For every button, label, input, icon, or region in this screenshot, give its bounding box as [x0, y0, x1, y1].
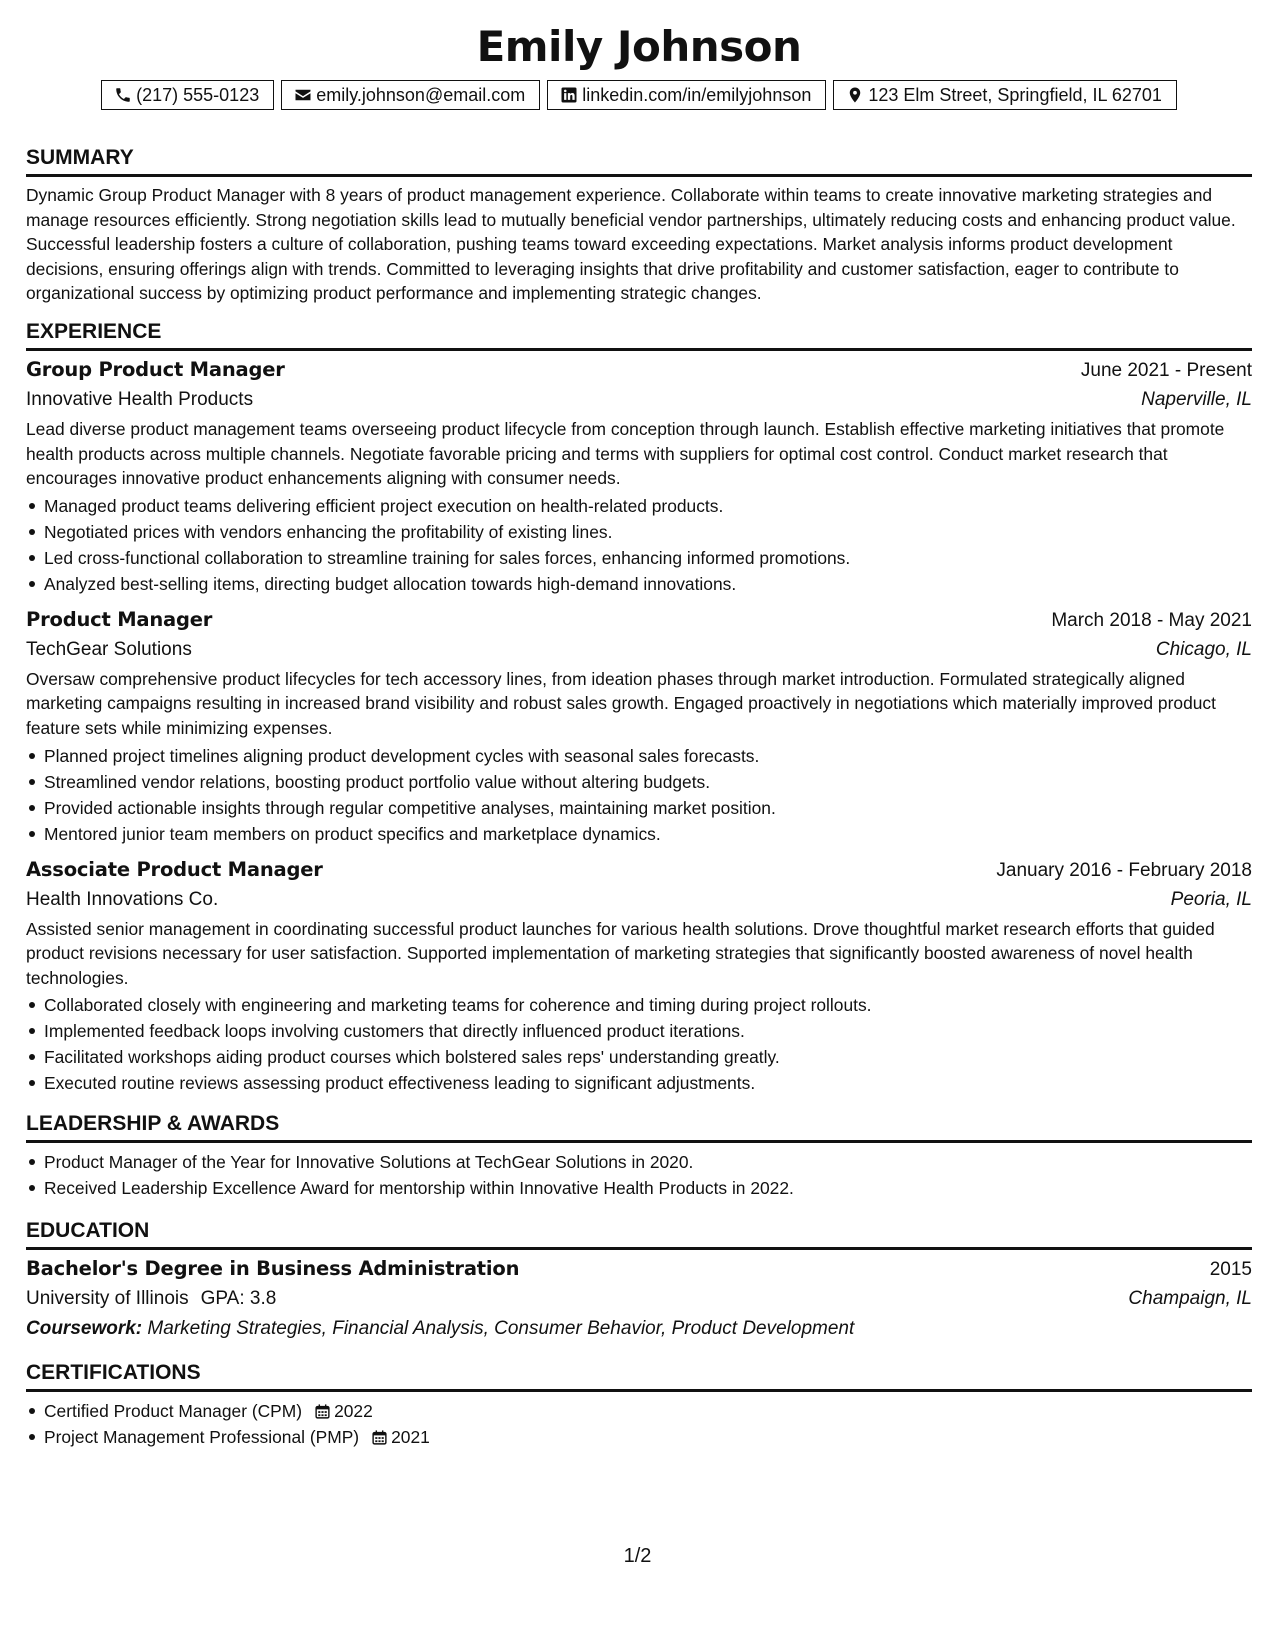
- list-item: [26, 1424, 1252, 1450]
- job-bullets: [26, 493, 1252, 597]
- list-item: Managed product teams delivering efficient project execution on health-related products.: [26, 493, 1252, 519]
- phone-text: (217) 555-0123: [136, 85, 260, 105]
- job-entry: [26, 605, 1252, 847]
- certification-name: Project Management Professional (PMP): [44, 1427, 360, 1448]
- list-item: Collaborated closely with engineering and marketing teams for coherence and timing during project rollouts.: [26, 992, 1252, 1018]
- gpa: GPA: 3.8: [200, 1288, 277, 1310]
- job-title: Product Manager: [26, 607, 213, 631]
- list-item: Negotiated prices with vendors enhancing the profitability of existing lines.: [26, 519, 1252, 545]
- coursework: [26, 1314, 1252, 1343]
- school-line: [26, 1284, 276, 1314]
- graduation-year: 2015: [1209, 1259, 1252, 1281]
- job-location: Naperville, IL: [1141, 388, 1252, 410]
- list-item: Analyzed best-selling items, directing budget allocation towards high-demand innovations.: [26, 571, 1252, 597]
- company-name: TechGear Solutions: [26, 638, 192, 660]
- certifications-list: [26, 1398, 1252, 1450]
- map-pin-icon: [846, 86, 864, 104]
- job-location: Peoria, IL: [1170, 888, 1252, 910]
- list-item: Provided actionable insights through regular competitive analyses, maintaining market position.: [26, 795, 1252, 821]
- certification-year: 2021: [391, 1427, 430, 1448]
- summary-text: Dynamic Group Product Manager with 8 years of product management experience. Collaborate within teams to create innovative marketing strategies and manage resources efficiently. Strong negotiation skills lead to mutually beneficial vendor partnerships, ultimately reducing costs and enhancing product value. Successful leadership fosters a culture of collaboration, pushing teams toward exceeding expectations. Market analysis informs product development decisions, ensuring offerings align with trends. Committed to leveraging insights that drive profitability and customer satisfaction, eager to contribute to organizational success by optimizing product performance and implementing strategic changes.: [26, 185, 1236, 304]
- address-text: 123 Elm Street, Springfield, IL 62701: [868, 85, 1162, 105]
- list-item: Implemented feedback loops involving customers that directly influenced product iterations.: [26, 1018, 1252, 1044]
- list-item: [26, 1398, 1252, 1424]
- summary-section: [26, 144, 1252, 306]
- list-item: Facilitated workshops aiding product courses which bolstered sales reps' understanding greatly.: [26, 1044, 1252, 1070]
- company-name: Innovative Health Products: [26, 388, 254, 410]
- certifications-section: [26, 1359, 1252, 1450]
- contact-email[interactable]: [281, 80, 540, 110]
- job-location: Chicago, IL: [1155, 638, 1252, 660]
- resume-page: [26, 18, 1252, 1450]
- calendar-icon: [314, 1403, 331, 1420]
- company-name: Health Innovations Co.: [26, 888, 219, 910]
- list-item: Executed routine reviews assessing product effectiveness leading to significant adjustments.: [26, 1070, 1252, 1096]
- linkedin-icon: [560, 86, 578, 104]
- contact-linkedin[interactable]: [547, 80, 826, 110]
- list-item: Streamlined vendor relations, boosting product portfolio value without altering budgets.: [26, 769, 1252, 795]
- section-title: LEADERSHIP & AWARDS: [26, 1110, 1252, 1143]
- list-item: Mentored junior team members on product specifics and marketplace dynamics.: [26, 821, 1252, 847]
- job-description: Assisted senior management in coordinating successful product launches for various health solutions. Drove thoughtful market research efforts that guided product revisions necessary for user satisfaction. Supported implementation of marketing strategies that significantly boosted awareness of novel health technologies.: [26, 918, 1215, 988]
- phone-icon: [114, 86, 132, 104]
- coursework-label: Coursework:: [26, 1318, 143, 1340]
- job-entry: [26, 855, 1252, 1097]
- section-title: CERTIFICATIONS: [26, 1359, 1252, 1392]
- job-title: Group Product Manager: [26, 357, 285, 381]
- job-dates: January 2016 - February 2018: [996, 859, 1252, 881]
- job-entry: [26, 355, 1252, 597]
- degree-title: Bachelor's Degree in Business Administration: [26, 1257, 520, 1281]
- coursework-list: Marketing Strategies, Financial Analysis, Consumer Behavior, Product Development: [147, 1318, 855, 1340]
- list-item: Planned project timelines aligning product development cycles with seasonal sales forecasts.: [26, 743, 1252, 769]
- calendar-icon: [371, 1429, 388, 1446]
- job-bullets: [26, 743, 1252, 847]
- certification-name: Certified Product Manager (CPM): [44, 1401, 303, 1422]
- leadership-section: [26, 1110, 1252, 1201]
- job-title: Associate Product Manager: [26, 857, 323, 881]
- job-description: Oversaw comprehensive product lifecycles for tech accessory lines, from ideation phases through market introduction. Formulated strategically aligned marketing campaigns resulting in increased brand visibility and robust sales growth. Engaged proactively in negotiations which materially improved product feature sets while minimizing expenses.: [26, 668, 1216, 738]
- section-title: EXPERIENCE: [26, 318, 1252, 351]
- contact-phone[interactable]: [101, 80, 274, 110]
- email-text: emily.johnson@email.com: [316, 85, 526, 105]
- awards-list: [26, 1149, 1252, 1201]
- section-title: SUMMARY: [26, 144, 1252, 177]
- linkedin-text: linkedin.com/in/emilyjohnson: [582, 85, 812, 105]
- resume-name: Emily Johnson: [476, 22, 802, 71]
- job-description: Lead diverse product management teams overseeing product lifecycle from conception through launch. Establish effective marketing initiatives that promote health products across multiple channels. Negotiate favorable pricing and terms with suppliers for optimal cost control. Conduct market research that encourages innovative product enhancements aligning with consumer needs.: [26, 418, 1225, 489]
- job-bullets: [26, 992, 1252, 1096]
- school-name: University of Illinois: [26, 1288, 189, 1310]
- school-location: Champaign, IL: [1128, 1288, 1252, 1310]
- certification-year: 2022: [334, 1401, 373, 1422]
- job-dates: March 2018 - May 2021: [1051, 609, 1252, 631]
- list-item: Led cross-functional collaboration to streamline training for sales forces, enhancing informed promotions.: [26, 545, 1252, 571]
- experience-section: [26, 318, 1252, 1096]
- contact-bar: [26, 80, 1252, 110]
- section-title: EDUCATION: [26, 1217, 1252, 1250]
- list-item: Product Manager of the Year for Innovative Solutions at TechGear Solutions in 2020.: [26, 1149, 1252, 1175]
- education-section: [26, 1217, 1252, 1343]
- list-item: Received Leadership Excellence Award for mentorship within Innovative Health Products in 2022.: [26, 1175, 1252, 1201]
- envelope-icon: [294, 86, 312, 104]
- job-dates: June 2021 - Present: [1080, 359, 1252, 381]
- page-number: 1/2: [623, 1545, 652, 1567]
- contact-address[interactable]: [833, 80, 1177, 110]
